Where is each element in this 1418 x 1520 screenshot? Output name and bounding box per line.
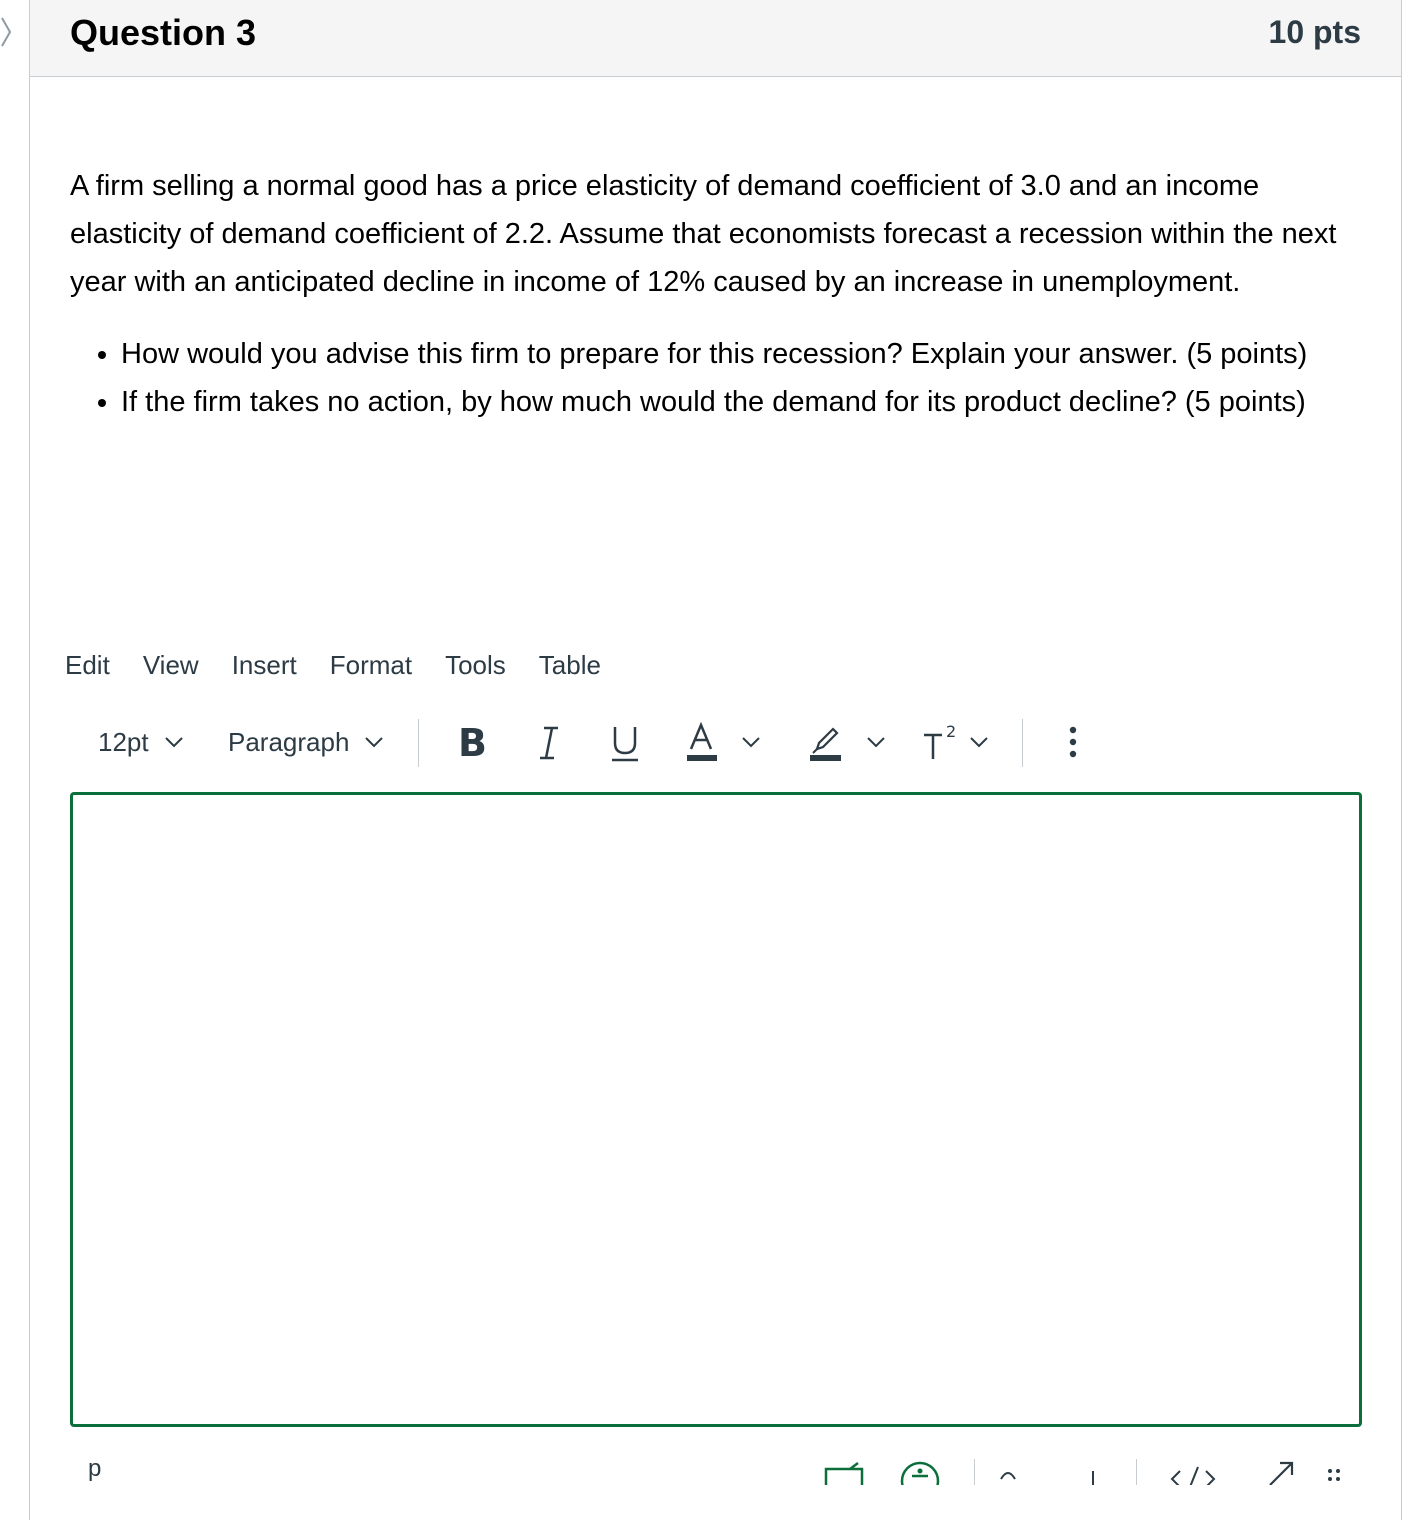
question-header [30,0,1401,77]
font-size-value: 12pt [98,726,149,757]
collapse-chevron-icon[interactable] [0,14,14,50]
answer-editor[interactable] [70,792,1362,1427]
highlight-color-button[interactable] [809,717,899,767]
editor-statusbar [70,1455,1362,1485]
question-bullet: • How would you advise this firm to prepare for this recession? Explain your answer. (5 points) [121,330,1360,378]
toolbar-separator [418,719,419,767]
bold-button[interactable] [456,717,492,767]
highlight-icon [809,721,843,763]
element-path[interactable]: p [88,1455,102,1482]
menu-tools[interactable]: Tools [445,650,506,680]
text-color-button[interactable] [686,717,776,767]
editor-menubar [65,650,634,686]
menu-edit[interactable]: Edit [65,650,110,680]
character-count-icon [1086,1465,1100,1485]
block-format-value: Paragraph [228,726,350,757]
chevron-down-icon [163,735,185,749]
italic-icon [535,722,563,762]
menu-format[interactable]: Format [329,650,413,680]
statusbar-separator [1136,1459,1137,1485]
question-bullet-list [70,330,1360,426]
word-count-icon[interactable] [998,1465,1018,1485]
chevron-down-icon [865,735,887,749]
italic-button[interactable] [535,717,565,767]
statusbar-separator [974,1459,975,1485]
chevron-down-icon [740,735,762,749]
question-paragraph: A firm selling a normal good has a price elasticity of demand coefficient of 3.0 and an income elasticity of demand coefficient of 2.2. Assume that economists forecast a recession within the next year with an anticipated decline in income of 12% caused by an increase in unemployment. [70,170,1337,298]
underline-icon [610,721,640,763]
svg-text:2: 2 [946,722,957,741]
question-text [70,162,1360,426]
more-icon [1067,722,1079,762]
superscript-icon [922,721,960,763]
menu-insert[interactable]: Insert [231,650,297,680]
menu-view[interactable]: View [142,650,199,680]
chevron-down-icon [363,735,385,749]
block-format-dropdown[interactable] [228,717,385,767]
question-bullet: • If the firm takes no action, by how much would the demand for its product decline? (5 points) [121,378,1360,426]
chevron-down-icon [968,735,990,749]
resize-handle-icon[interactable] [1324,1467,1344,1485]
font-size-dropdown[interactable] [98,717,185,767]
superscript-button[interactable] [922,717,1002,767]
more-options-button[interactable] [1067,717,1087,767]
toolbar-separator [1022,719,1023,767]
keyboard-shortcut-icon[interactable] [822,1461,868,1485]
svg-text:B: B [458,722,487,762]
menu-table[interactable]: Table [538,650,601,680]
editor-toolbar [69,717,1119,767]
fullscreen-icon[interactable] [1264,1459,1296,1485]
question-points: 10 pts [1268,14,1361,50]
question-title: Question 3 [70,12,257,53]
text-color-icon [686,721,718,763]
accessibility-checker-icon[interactable] [898,1459,942,1485]
underline-button[interactable] [610,717,642,767]
bold-icon [456,722,488,762]
